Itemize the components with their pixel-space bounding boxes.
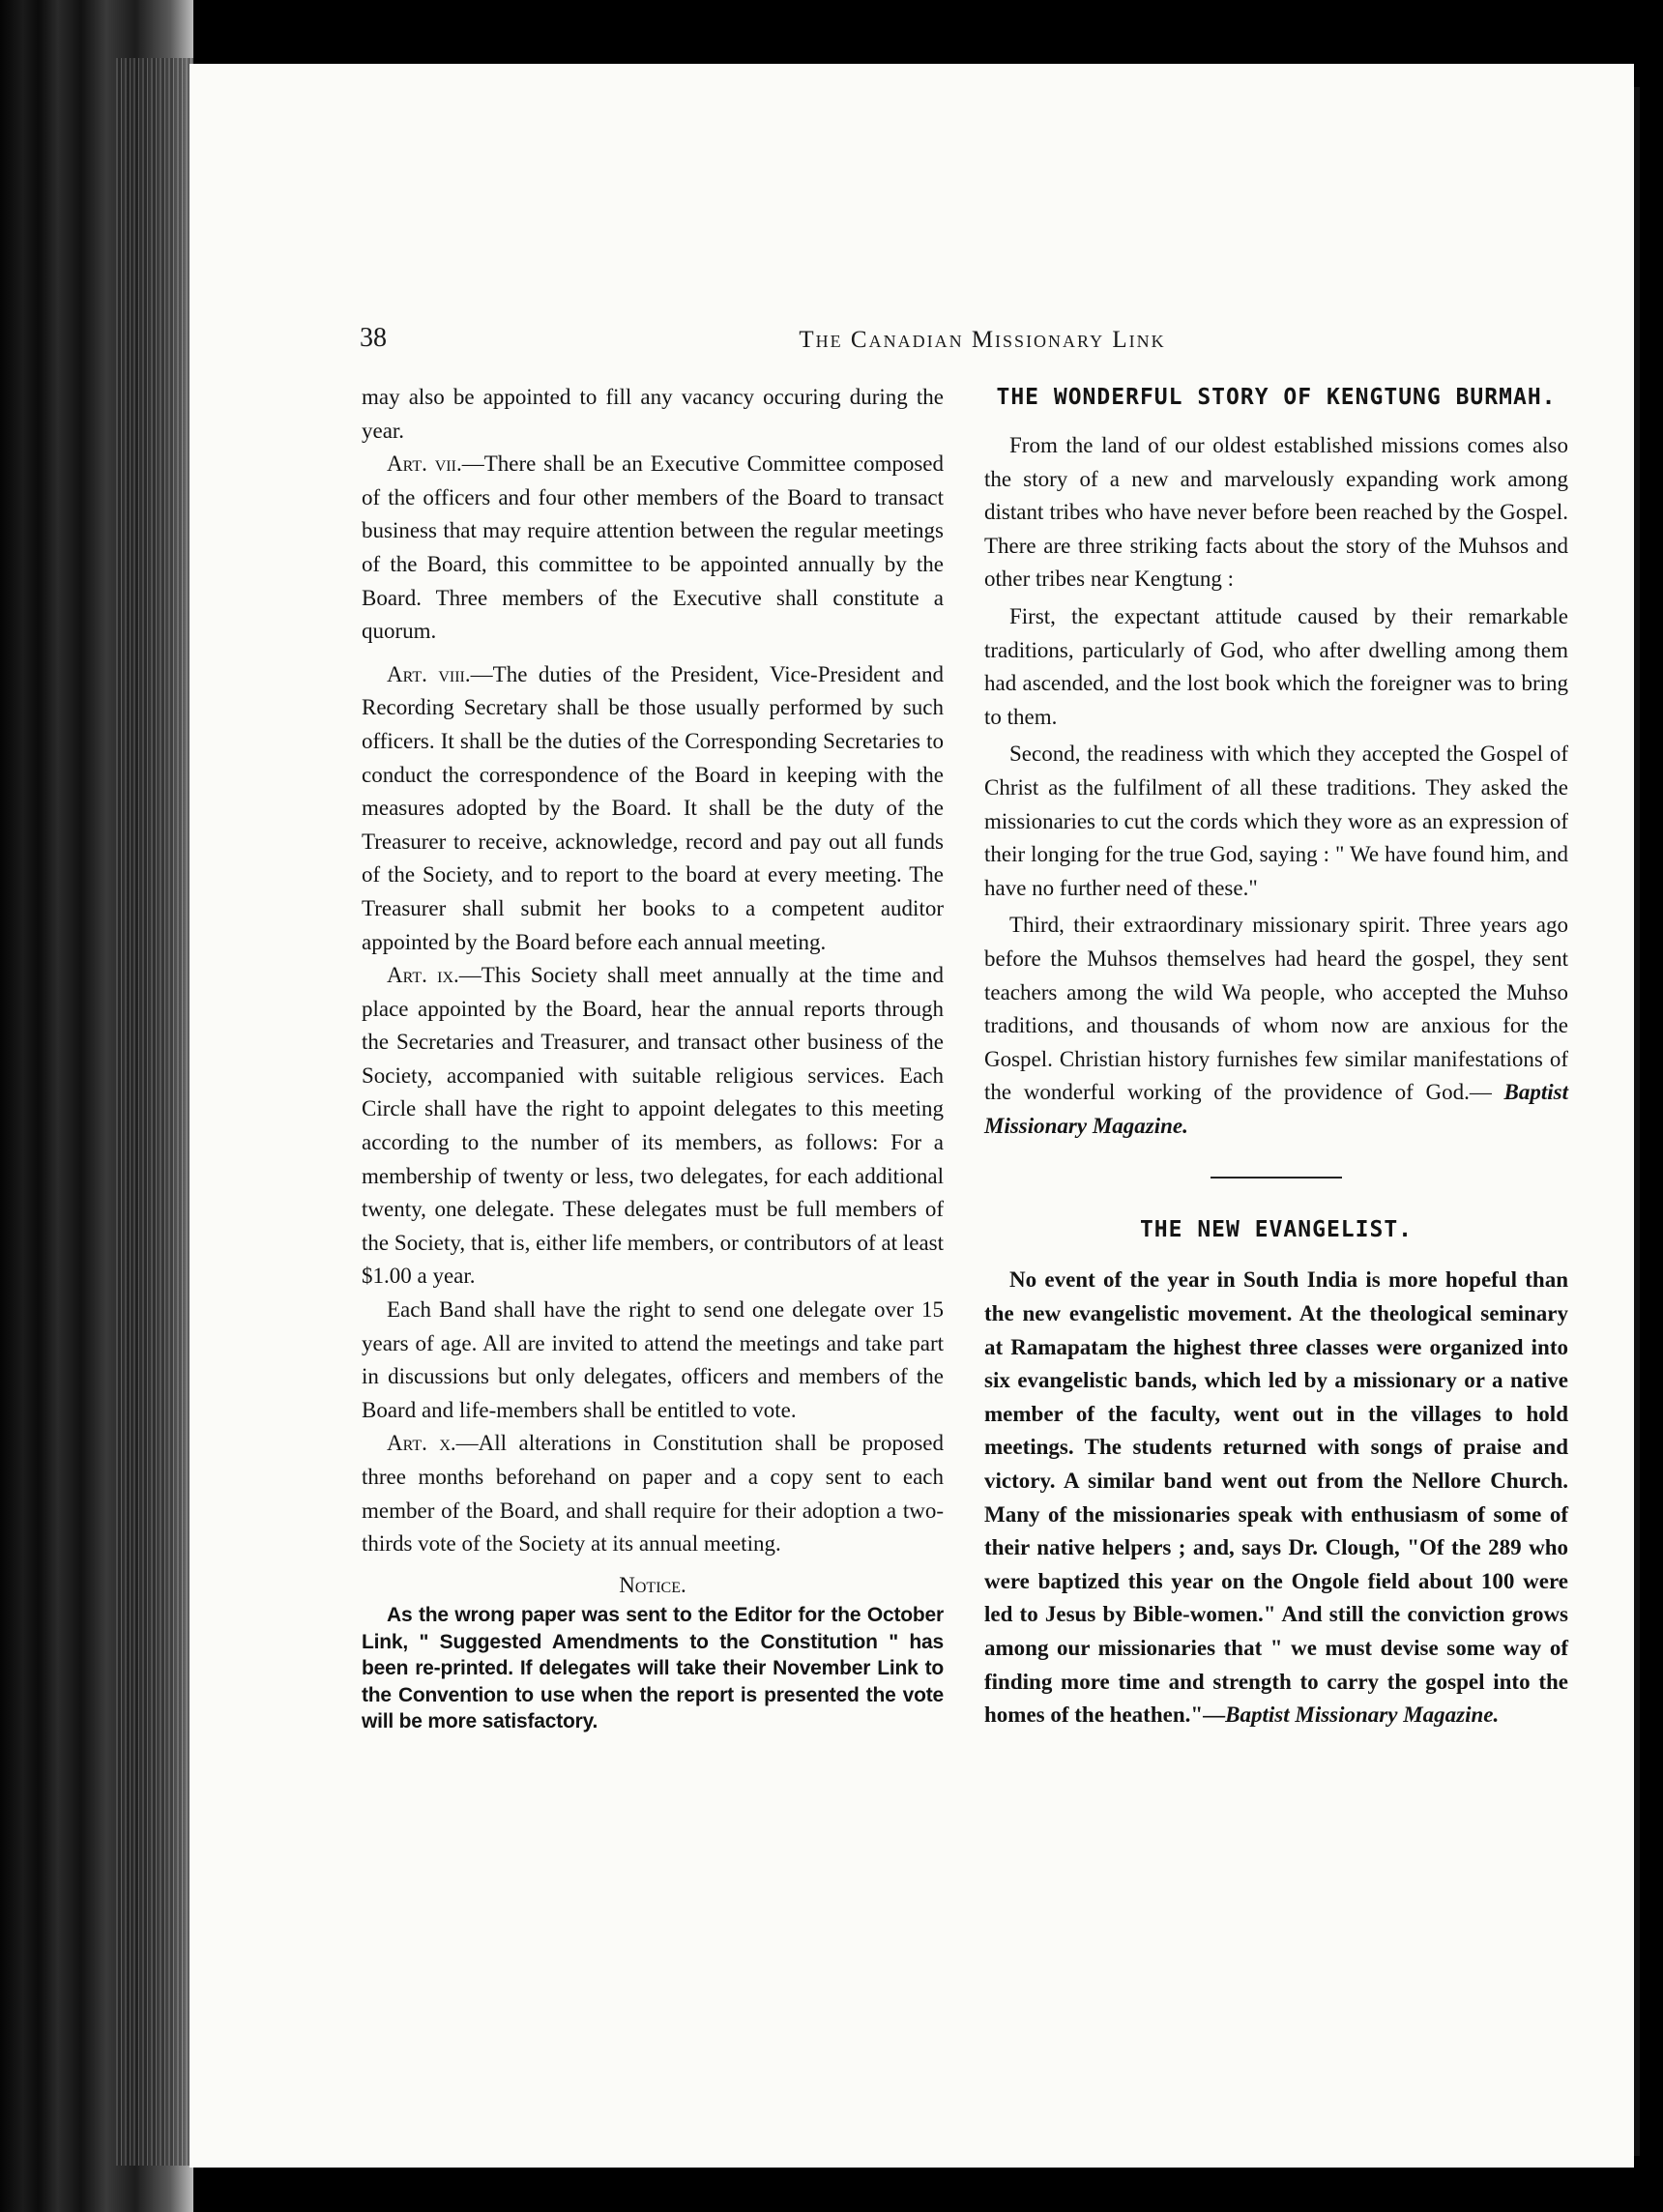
paragraph <box>984 909 1568 1143</box>
paragraph: may also be appointed to fill any vacancy occuring during the year. <box>362 385 944 443</box>
article-text: —All alterations in Constitution shall be proposed three months beforehand on paper and a copy sent to each member of the Board, and shall require for their adoption a two-thirds vote of the Society at its annual meeting. <box>362 1431 944 1557</box>
article-label: Art. x. <box>387 1431 456 1456</box>
band-paragraph: Each Band shall have the right to send one delegate over 15 years of age. All are invited to attend the meetings and take part in discussions but only delegates, officers and members of the Board and life-members shall be entitled to vote. <box>362 1297 944 1422</box>
notice-text: As the wrong paper was sent to the Editor for the October Link, " Suggested Amendments to the Constitution " has been re-printed. If delegates will take their November Link to the Convention to use when the report is presented the vote will be more satisfactory. <box>362 1604 944 1733</box>
page-number: 38 <box>360 323 387 353</box>
paragraph: First, the expectant attitude caused by their remarkable traditions, particularly of God, who after dwelling among them had ascended, and the lost book which the foreigner was to bring to them. <box>984 603 1568 729</box>
article-label: Art. viii. <box>387 661 471 686</box>
paragraph: From the land of our oldest established missions comes also the story of a new and marvelously expanding work among distant tribes who have never before been reached by the Gospel. There are three striking facts about the story of the Muhsos and other tribes near Kengtung : <box>984 433 1568 592</box>
source-citation: Baptist Missionary Magazine. <box>984 1080 1568 1138</box>
article-text: —The duties of the President, Vice-President and Recording Secretary shall be those usually performed by such officers. It shall be the duties of the Corresponding Secretaries to conduct the correspondence of the Board in keeping with the measures adopted by the Board. It shall be the duty of the Treasurer to receive, acknowledge, record and pay out all funds of the Society, and to report to the board at every meeting. The Treasurer shall submit her books to a competent auditor appointed by the Board before each annual meeting. <box>362 661 945 954</box>
notice-title: Notice. <box>619 1572 686 1597</box>
article-text: —This Society shall meet annually at the time and place appointed by the Board, hear the annual reports through the Secretaries and Treasurer, and transact other business of the Society, accompanied with suitable religious services. Each Circle shall have the right to appoint delegates to this meeting according to the number of its members, as follows: For a membership of twenty or less, two delegates, for each additional twenty, one delegate. These delegates must be full members of the Society, that is, either life members, or contributors of at least $1.00 a year. <box>362 963 944 1289</box>
page-header <box>190 323 1634 362</box>
right-page-edge <box>1634 87 1640 2156</box>
right-column <box>984 381 1568 1732</box>
paragraph-text: Third, their extraordinary missionary spirit. Three years ago before the Muhsos themselves had heard the gospel, they sent teachers among the wild Wa people, who accepted the Muhso traditions, and thousands of whom now are anxious for the Gospel. Christian history furnishes few similar manifestations of the wonderful working of the providence of God.— <box>984 913 1568 1105</box>
paragraph <box>984 1264 1568 1732</box>
article-text: —There shall be an Executive Committee composed of the officers and four other members of the Board to transact business that may require attention between the regular meetings of the Board, this committee to be appointed annually by the Board. Three members of the Executive shall constitute a quorum. <box>362 451 944 644</box>
article-title-kengtung: THE WONDERFUL STORY OF KENGTUNG BURMAH. <box>996 385 1557 410</box>
article-ix <box>362 959 944 1294</box>
article-title-new-evangelist: THE NEW EVANGELIST. <box>1139 1217 1414 1243</box>
paragraph-text: No event of the year in South India is more hopeful than the new evangelistic movement. At the theological seminary at Ramapatam the highest three classes were organized into six evangelistic bands, which led by a missionary or a native member of the faculty, went out in the villages to hold meetings. The students returned with songs of praise and victory. A similar band went out from the Nellore Church. Many of the missionaries speak with enthusiasm of some of their native helpers ; and, says Dr. Clough, "Of the 289 who were baptized this year on the Ongole field about 100 were led to Jesus by Bible-women." And still the conviction grows among our missionaries that " we must devise some way of finding more time and strength to carry the gospel into the homes of the heathen."— <box>984 1267 1568 1728</box>
book-page <box>190 64 1634 2168</box>
article-label: Art. ix. <box>387 963 459 988</box>
article-viii <box>362 658 944 959</box>
article-vii <box>362 448 944 649</box>
left-column <box>362 381 944 1735</box>
article-x <box>362 1427 944 1560</box>
section-divider <box>1211 1177 1342 1179</box>
running-head: The Canadian Missionary Link <box>799 327 1166 353</box>
page-edges <box>116 58 193 2166</box>
paragraph: Second, the readiness with which they accepted the Gospel of Christ as the fulfilment of all these traditions. They asked the missionaries to cut the cords which they wore as an expression of their longing for the true God, saying : " We have found him, and have no further need of these." <box>984 742 1568 900</box>
article-label: Art. vii. <box>387 451 462 477</box>
source-citation: Baptist Missionary Magazine. <box>1225 1703 1500 1728</box>
